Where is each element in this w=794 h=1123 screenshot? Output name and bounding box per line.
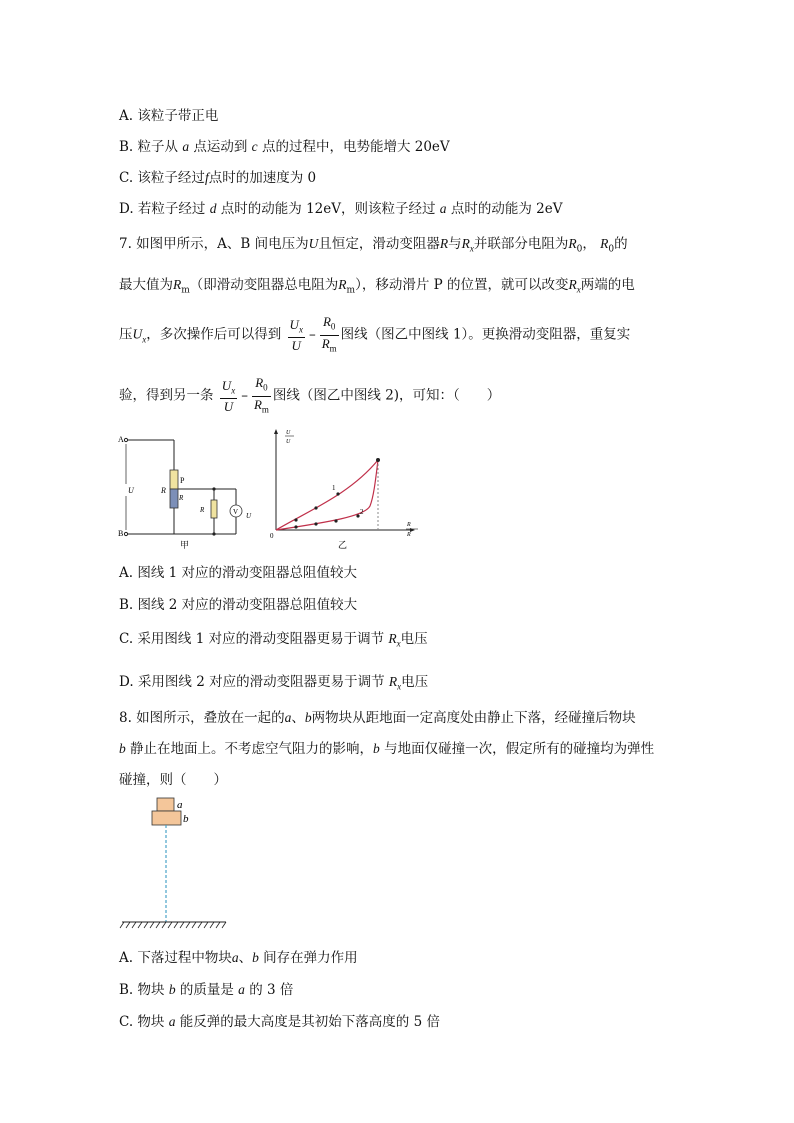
- svg-text:2: 2: [360, 508, 364, 516]
- svg-text:R: R: [179, 494, 184, 502]
- svg-text:R: R: [407, 532, 411, 538]
- q8-option-b: B. 物块 b 的质量是 a 的 3 倍: [119, 982, 294, 998]
- svg-text:A: A: [118, 435, 124, 444]
- curve-1: [276, 460, 378, 530]
- fraction-r0-over-rm: $\frac{R_0}{R_m}$: [321, 314, 337, 354]
- q8-stem-line3: 碰撞，则（ ）: [119, 772, 227, 788]
- circuit-diagram-jia: [116, 432, 266, 554]
- q8-stem-line1: 8. 如图所示，叠放在一起的a、b两物块从距地面一定高度处由静止下落，经碰撞后物块: [119, 710, 636, 726]
- q7-option-d: D. 采用图线 2 对应的滑动变阻器更易于调节 $R_x$电压: [119, 674, 429, 692]
- blocks-falling-diagram: [118, 794, 238, 934]
- svg-text:R: R: [200, 506, 205, 514]
- svg-text:V: V: [233, 508, 239, 516]
- svg-text:0: 0: [270, 532, 274, 540]
- svg-text:U: U: [286, 439, 291, 445]
- q7-stem-line3: 压$U_x$，多次操作后可以得到 $\frac{U_x}{U}$ – $\frac{R_0}{R_m}$ 图线（图乙中图线 1）。更换滑动变阻器，重复实: [119, 314, 630, 356]
- svg-text:R: R: [161, 486, 166, 495]
- resistor-rx: [211, 500, 217, 518]
- svg-text:U: U: [286, 430, 291, 436]
- svg-text:甲: 甲: [180, 540, 190, 550]
- q7-stem-line2: 最大值为$R_m$（即滑动变阻器总电阻为$R_m$），移动滑片 P 的位置，就可以改变$R_x$两端的电: [119, 277, 635, 296]
- svg-text:b: b: [183, 813, 189, 825]
- q8-option-c: C. 物块 a 能反弹的最大高度是其初始下落高度的 5 倍: [119, 1014, 440, 1030]
- svg-text:1: 1: [332, 484, 336, 492]
- svg-text:P: P: [180, 476, 185, 485]
- svg-text:乙: 乙: [338, 540, 348, 550]
- q6-option-d: D. 若粒子经过 d 点时的动能为 12eV，则该粒子经过 a 点时的动能为 2eV: [119, 201, 563, 217]
- q7-stem-line4: 验，得到另一条 $\frac{U_x}{U}$ – $\frac{R_0}{R_m}$ 图线（图乙中图线 2)，可知：（ ）: [119, 375, 500, 417]
- curve-2: [276, 460, 378, 530]
- block-a: [157, 798, 174, 811]
- q6-option-c: C. 该粒子经过f点时的加速度为 0: [119, 170, 317, 186]
- q7-stem-line1: 7. 如图甲所示，A、B 间电压为U且恒定，滑动变阻器R与$R_x$并联部分电阻为$R_0$， $R_0$的: [119, 236, 628, 255]
- slide-rheostat-upper: [170, 470, 178, 489]
- svg-text:B: B: [118, 529, 124, 538]
- q7-option-c: C. 采用图线 1 对应的滑动变阻器更易于调节 $R_x$电压: [119, 631, 428, 649]
- svg-text:a: a: [177, 799, 183, 811]
- fraction-r0-over-rm-2: $\frac{R_0}{R_m}$: [253, 375, 269, 415]
- q6-option-b: B. 粒子从 a 点运动到 c 点的过程中，电势能增大 20eV: [119, 139, 450, 155]
- svg-text:R: R: [407, 522, 411, 528]
- q8-option-a: A. 下落过程中物块a、b 间存在弹力作用: [119, 950, 358, 966]
- svg-text:U: U: [246, 512, 252, 520]
- q6-option-a: A. 该粒子带正电: [119, 108, 219, 124]
- q8-stem-line2: b 静止在地面上。不考虑空气阻力的影响，b 与地面仅碰撞一次，假定所有的碰撞均为弹性: [119, 741, 655, 757]
- slide-rheostat-lower: [170, 489, 178, 508]
- fraction-ux-over-u-2: $\frac{U_x}{U}$: [221, 377, 236, 415]
- q7-option-a: A. 图线 1 对应的滑动变阻器总阻值较大: [119, 565, 358, 581]
- q7-option-b: B. 图线 2 对应的滑动变阻器总阻值较大: [119, 597, 358, 613]
- svg-text:U: U: [128, 486, 134, 495]
- fraction-ux-over-u: $\frac{U_x}{U}$: [289, 316, 303, 354]
- block-b: [152, 811, 181, 825]
- graph-yi: [270, 426, 425, 552]
